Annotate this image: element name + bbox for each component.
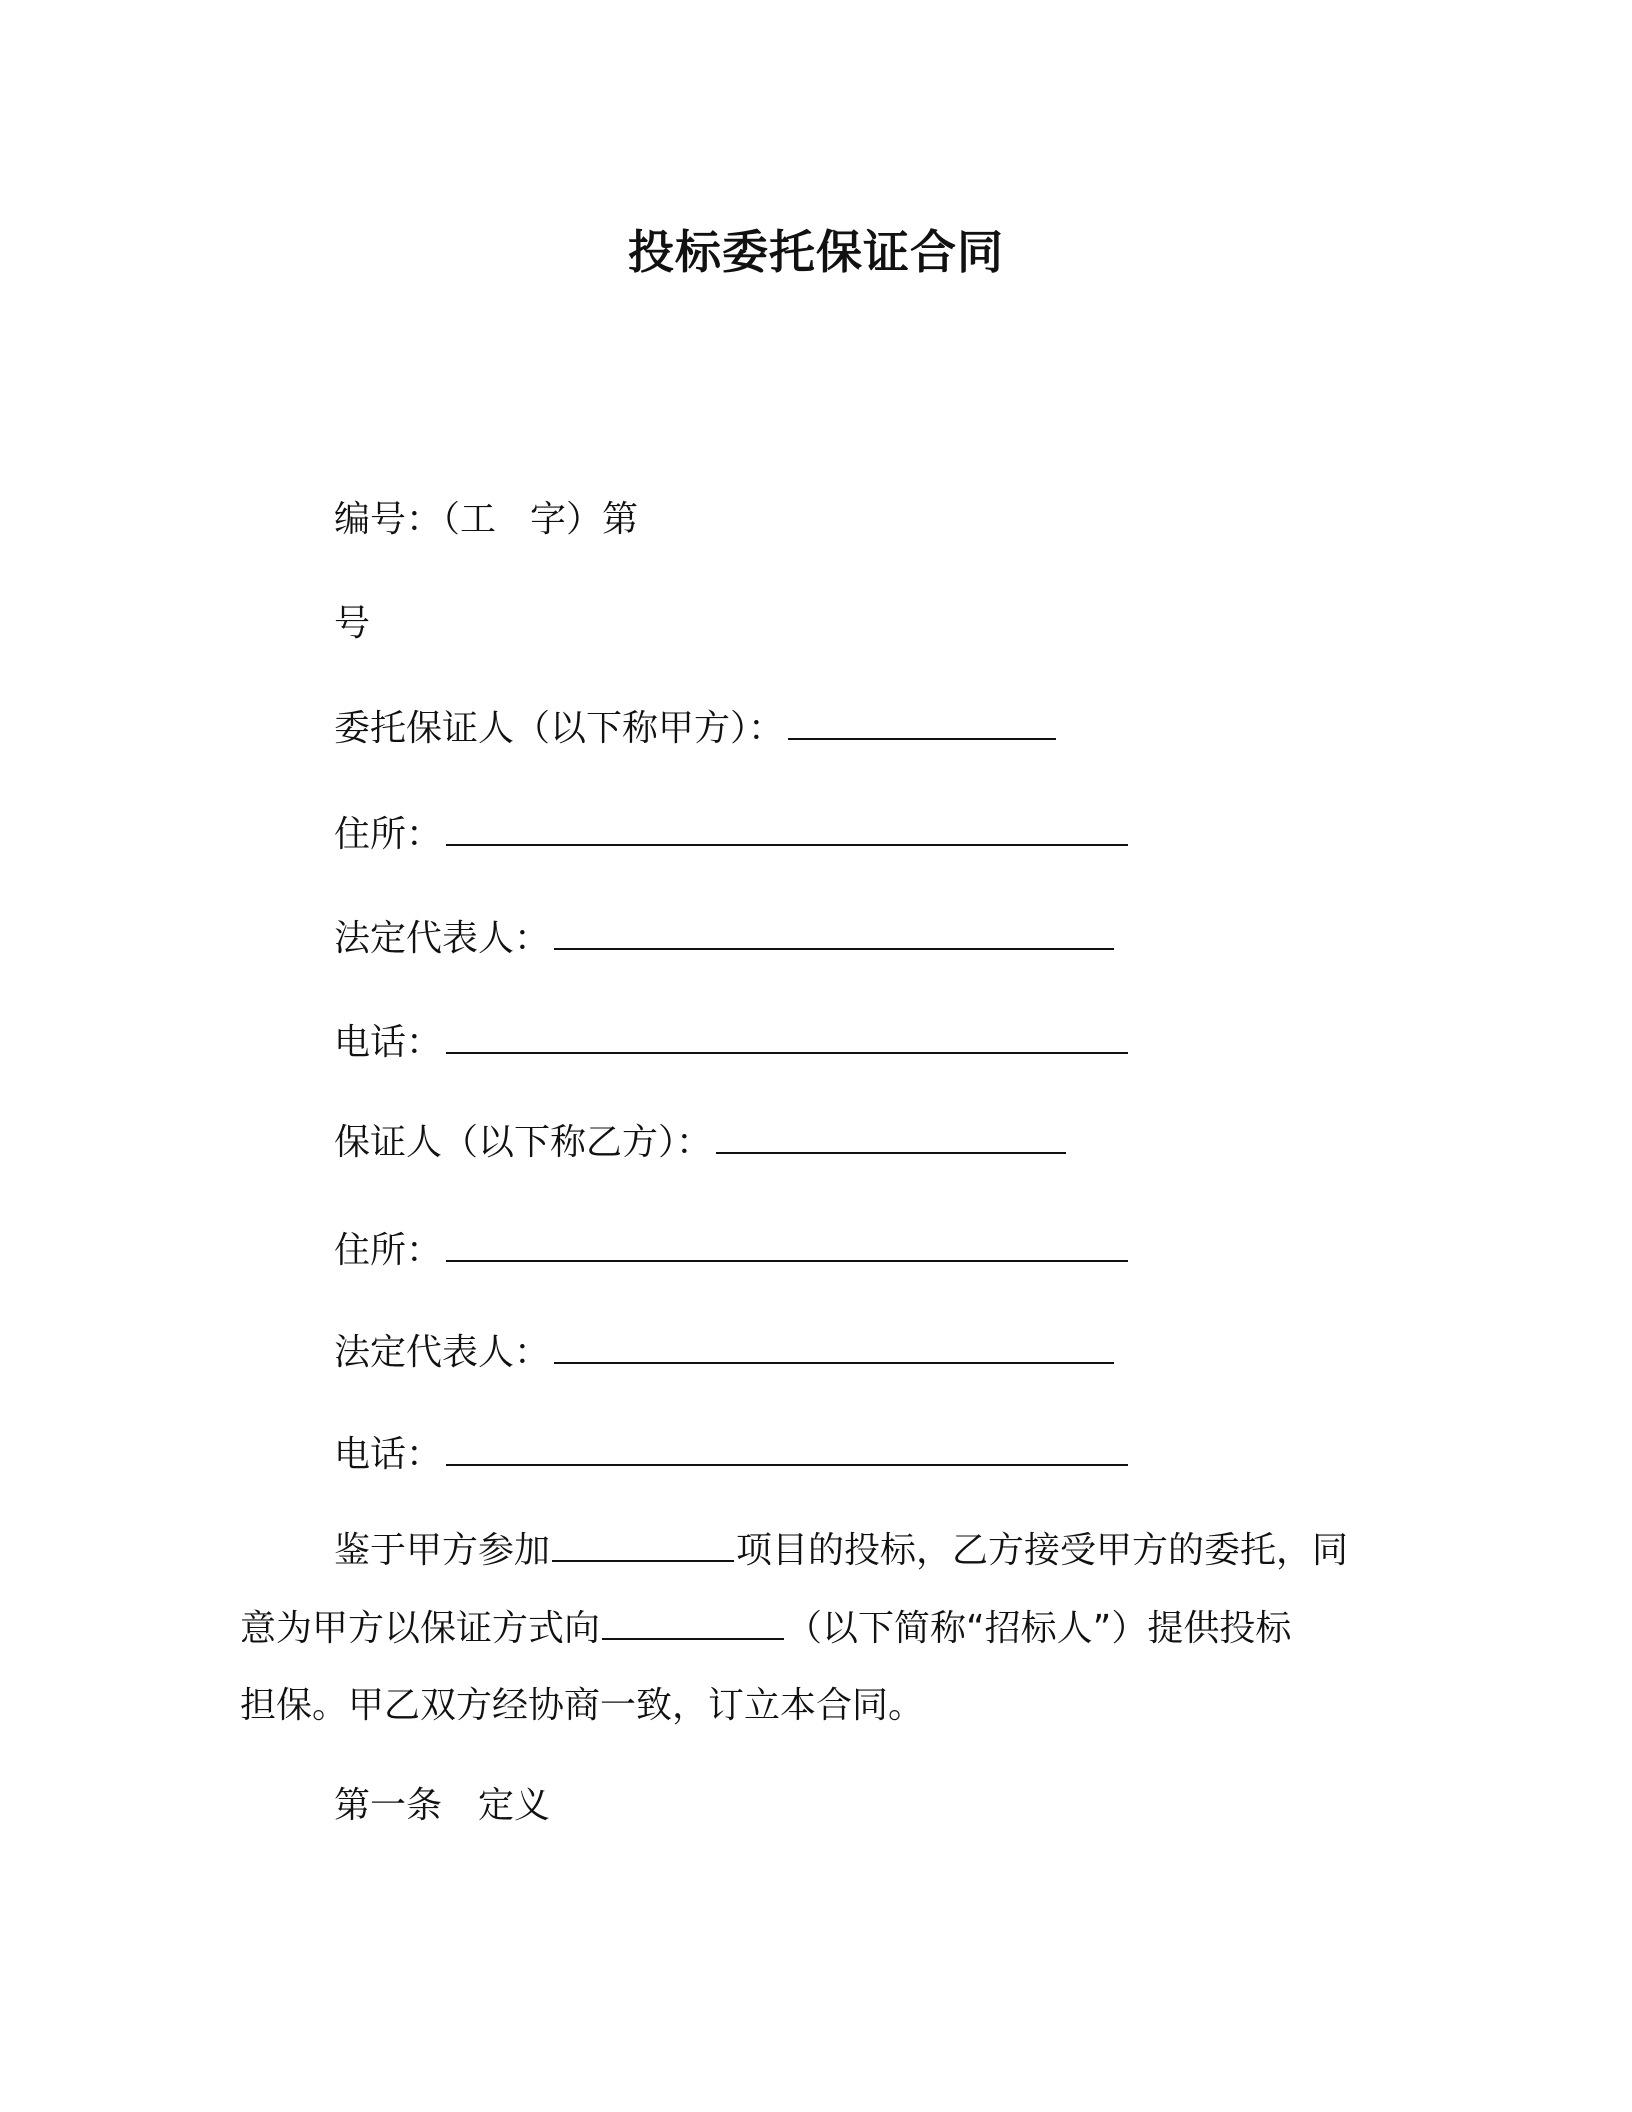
- guarantor-address-label: 住所：: [334, 1230, 443, 1271]
- guarantor-legal-rep-label: 法定代表人：: [334, 1332, 551, 1373]
- recital-line1-a: 鉴于甲方参加: [334, 1530, 551, 1571]
- principal-line: [334, 704, 1056, 753]
- article-1-number: 第一条: [334, 1785, 443, 1826]
- article-1-title: 定义: [478, 1785, 551, 1826]
- guarantor-phone-blank[interactable]: [446, 1430, 1128, 1466]
- principal-legal-rep-blank[interactable]: [554, 914, 1114, 950]
- principal-blank[interactable]: [788, 704, 1056, 740]
- recital-line-3: 担保。甲乙双方经协商一致，订立本合同。: [240, 1685, 925, 1726]
- principal-address-blank[interactable]: [446, 810, 1128, 846]
- principal-phone-line: [334, 1018, 1128, 1067]
- project-name-blank[interactable]: [552, 1526, 734, 1562]
- article-1-heading: [334, 1782, 550, 1830]
- recital-line1-b: 项目的投标，乙方接受甲方的委托，同: [736, 1530, 1349, 1571]
- principal-phone-label: 电话：: [334, 1022, 443, 1063]
- principal-legal-rep-line: [334, 914, 1114, 963]
- guarantor-legal-rep-line: [334, 1328, 1114, 1377]
- tenderer-name-blank[interactable]: [602, 1604, 784, 1640]
- recital-line2-b: （以下简称“招标人”）提供投标: [786, 1608, 1292, 1649]
- guarantor-legal-rep-blank[interactable]: [554, 1328, 1114, 1364]
- contract-number-suffix: 号: [334, 603, 371, 644]
- recital-line2-a: 意为甲方以保证方式向: [240, 1608, 601, 1649]
- principal-address-label: 住所：: [334, 814, 443, 855]
- guarantor-phone-label: 电话：: [334, 1434, 443, 1475]
- principal-address-line: [334, 810, 1128, 859]
- principal-phone-blank[interactable]: [446, 1018, 1128, 1054]
- guarantor-line: [334, 1118, 1066, 1167]
- document-title: 投标委托保证合同: [628, 225, 1004, 279]
- recital-paragraph: [240, 1526, 1390, 1726]
- principal-legal-rep-label: 法定代表人：: [334, 918, 551, 959]
- number-prefix: 编号：（工: [334, 499, 497, 540]
- contract-number-line: [334, 496, 638, 544]
- guarantor-address-line: [334, 1226, 1128, 1275]
- recital-line-2: [240, 1604, 1291, 1653]
- principal-label: 委托保证人（以下称甲方）：: [334, 708, 785, 749]
- number-mid: 字）第: [530, 499, 639, 540]
- guarantor-blank[interactable]: [716, 1118, 1066, 1154]
- recital-line-1: [334, 1526, 1348, 1575]
- guarantor-address-blank[interactable]: [446, 1226, 1128, 1262]
- guarantor-phone-line: [334, 1430, 1128, 1479]
- guarantor-label: 保证人（以下称乙方）：: [334, 1122, 713, 1163]
